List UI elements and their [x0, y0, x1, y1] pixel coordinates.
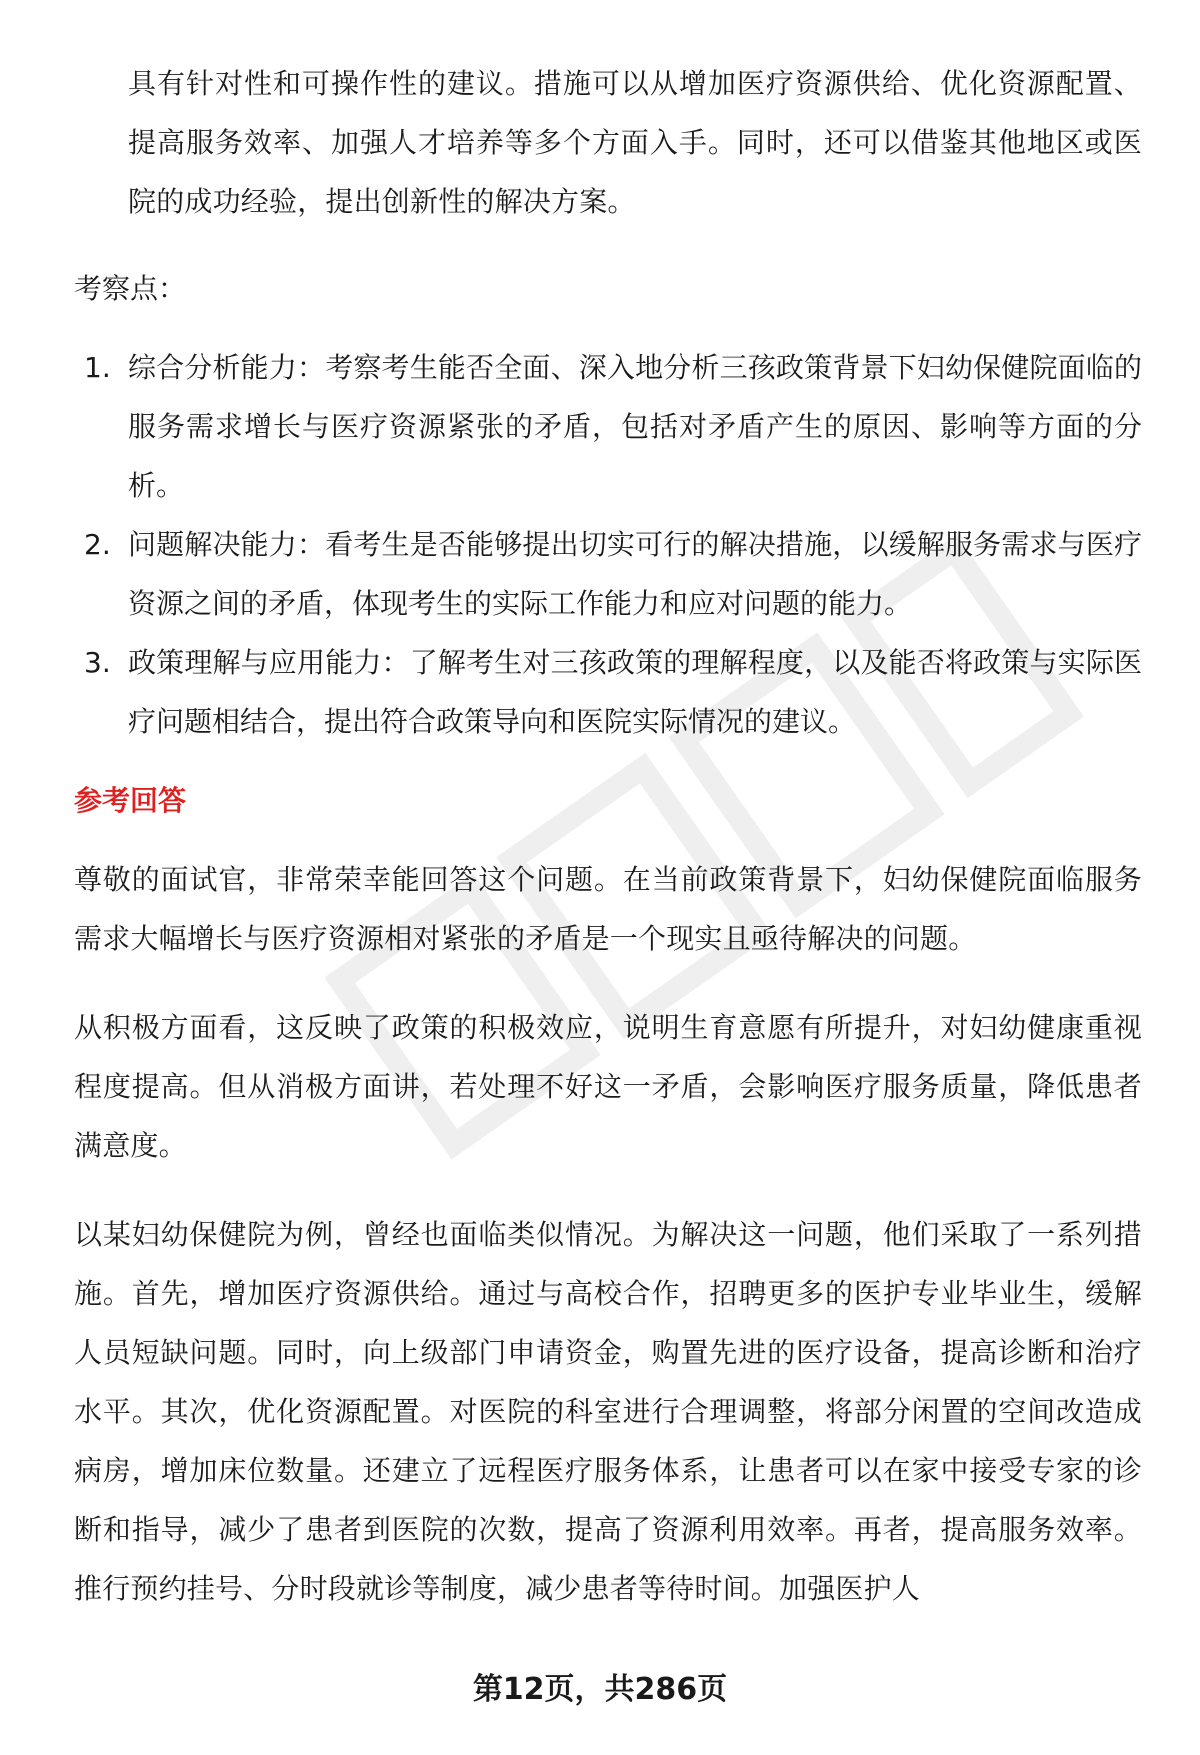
- assessment-heading: 考察点：: [74, 272, 187, 305]
- paragraph-gap: [74, 1175, 1142, 1205]
- list-item-text: 政策理解与应用能力：了解考生对三孩政策的理解程度，以及能否将政策与实际医疗问题相结合，提出符合政策导向和医院实际情况的建议。: [128, 646, 1142, 738]
- list-item: [74, 338, 1142, 515]
- answer-paragraph: 以某妇幼保健院为例，曾经也面临类似情况。为解决这一问题，他们采取了一系列措施。首先，增加医疗资源供给。通过与高校合作，招聘更多的医护专业毕业生，缓解人员短缺问题。同时，向上级部门申请资金，购置先进的医疗设备，提高诊断和治疗水平。其次，优化资源配置。对医院的科室进行合理调整，将部分闲置的空间改造成病房，增加床位数量。还建立了远程医疗服务体系，让患者可以在家中接受专家的诊断和指导，减少了患者到医院的次数，提高了资源利用效率。再者，提高服务效率。推行预约挂号、分时段就诊等制度，减少患者等待时间。加强医护人: [74, 1218, 1142, 1605]
- page-number-footer: 第12页，共286页: [472, 1672, 728, 1707]
- paragraph-gap: [74, 968, 1142, 998]
- reference-answer-title: 参考回答: [74, 784, 187, 817]
- list-item-text: 综合分析能力：考察考生能否全面、深入地分析三孩政策背景下妇幼保健院面临的服务需求增长与医疗资源紧张的矛盾，包括对矛盾产生的原因、影响等方面的分析。: [128, 351, 1142, 502]
- list-item-number: 2.: [84, 528, 111, 561]
- answer-paragraph: 从积极方面看，这反映了政策的积极效应，说明生育意愿有所提升，对妇幼健康重视程度提高。但从消极方面讲，若处理不好这一矛盾，会影响医疗服务质量，降低患者满意度。: [74, 1011, 1142, 1162]
- list-item-text: 问题解决能力：看考生是否能够提出切实可行的解决措施，以缓解服务需求与医疗资源之间的矛盾，体现考生的实际工作能力和应对问题的能力。: [128, 528, 1142, 620]
- answer-paragraph: 尊敬的面试官，非常荣幸能回答这个问题。在当前政策背景下，妇幼保健院面临服务需求大幅增长与医疗资源相对紧张的矛盾是一个现实且亟待解决的问题。: [74, 863, 1142, 955]
- list-item: [74, 633, 1142, 751]
- list-item-number: 1.: [84, 351, 111, 384]
- content-area: [74, 54, 1142, 1618]
- assessment-list: [74, 338, 1142, 751]
- intro-continuation: 具有针对性和可操作性的建议。措施可以从增加医疗资源供给、优化资源配置、提高服务效率、加强人才培养等多个方面入手。同时，还可以借鉴其他地区或医院的成功经验，提出创新性的解决方案。: [128, 67, 1142, 218]
- list-item: [74, 515, 1142, 633]
- list-item-number: 3.: [84, 646, 111, 679]
